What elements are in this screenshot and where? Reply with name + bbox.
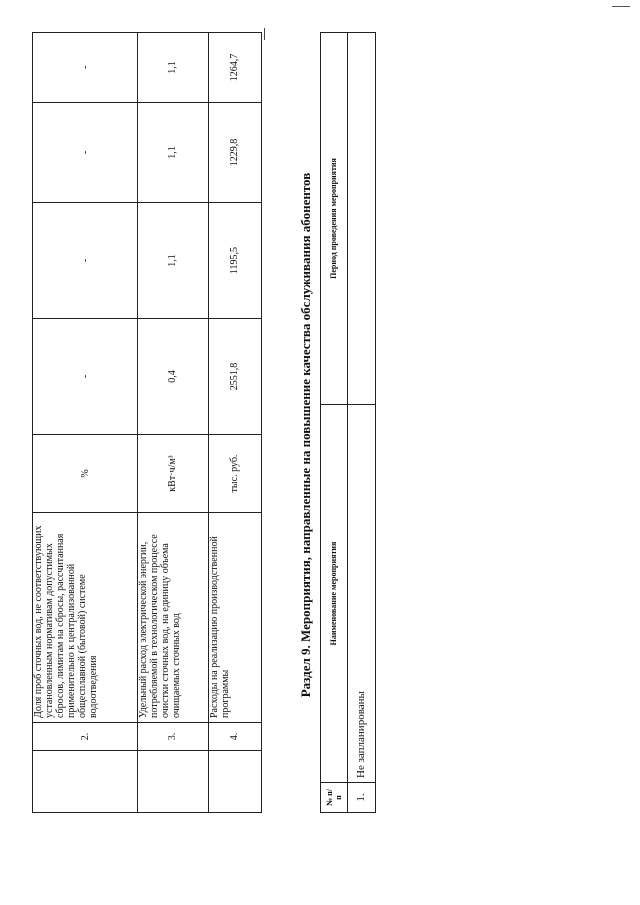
row-number: 1.: [347, 783, 375, 813]
header-name: Наименование мероприятия: [321, 405, 348, 783]
indicator-value: 1,1: [138, 203, 209, 319]
indicator-value: 0,4: [138, 319, 209, 435]
indicator-name: Доля проб сточных вод, не соответствующих установленным нормативам допустимых сбросов, лимитам на сбросы, рассчитанная применительно к централизованной общесплавной (бытовой) системе водоотведения: [33, 513, 138, 723]
indicator-value: -: [33, 319, 138, 435]
indicator-name: Расходы на реализацию производственной программы: [208, 513, 261, 723]
indicator-unit: %: [33, 435, 138, 513]
table-row: [347, 33, 375, 813]
indicators-table: [32, 32, 262, 813]
table-row: [208, 33, 261, 813]
indicator-unit: кВт·ч/м³: [138, 435, 209, 513]
header-period: Период проведения мероприятия: [321, 33, 348, 405]
row-number: 2.: [33, 723, 138, 751]
measures-table: [320, 32, 376, 813]
table-cell: [33, 751, 138, 813]
indicator-value: -: [33, 33, 138, 103]
indicator-value: 1,1: [138, 33, 209, 103]
indicator-unit: тыс. руб.: [208, 435, 261, 513]
indicator-value: 1229,8: [208, 103, 261, 203]
indicator-value: -: [33, 203, 138, 319]
section-title: Раздел 9. Мероприятия, направленные на повышение качества обслуживания абонентов: [298, 172, 313, 698]
indicator-value: 2551,8: [208, 319, 261, 435]
row-number: 3.: [138, 723, 209, 751]
indicator-value: 1264,7: [208, 33, 261, 103]
table-header-row: [321, 33, 348, 813]
table-cell: [208, 751, 261, 813]
indicator-value: 1195,5: [208, 203, 261, 319]
row-number: 4.: [208, 723, 261, 751]
measure-name: Не запланированы: [347, 405, 375, 783]
indicator-name: Удельный расход электрической энергии, потребляемой в технологическом процессе очистки сточных вод, на единицу объема очищаемых сточных вод: [138, 513, 209, 723]
measure-period: [347, 33, 375, 405]
table-row: [33, 33, 138, 813]
header-num: № п/п: [321, 783, 348, 813]
indicator-value: 1,1: [138, 103, 209, 203]
table-cell: [138, 751, 209, 813]
table-row: [138, 33, 209, 813]
indicator-value: -: [33, 103, 138, 203]
